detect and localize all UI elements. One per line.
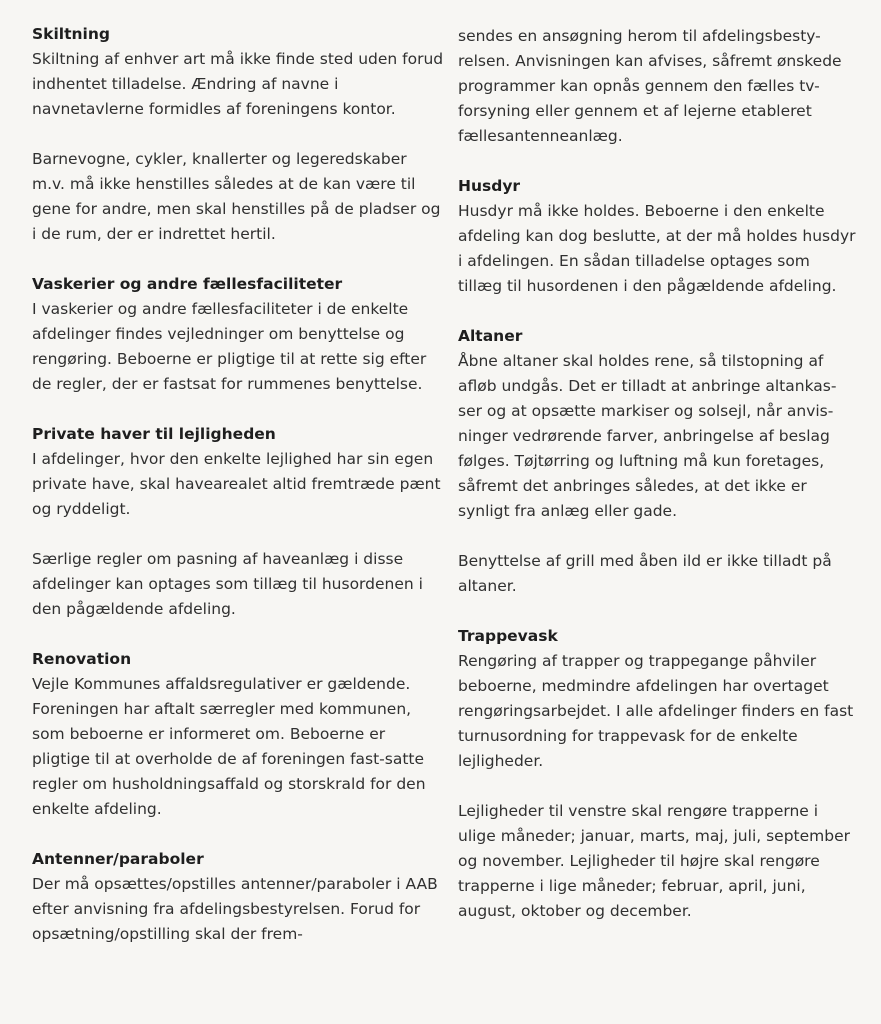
section-paragraph: I afdelinger, hvor den enkelte lejlighed har sin egen private have, skal havearealet altid fremtræde pænt og ryddeligt. <box>32 450 441 518</box>
section-paragraph: Skiltning af enhver art må ikke finde sted uden forud indhentet tilladelse. Ændring af navne i navnetavlerne formidles af foreningens kontor. <box>32 50 444 118</box>
section-paragraph: Lejligheder til venstre skal rengøre trapperne i ulige måneder; januar, marts, maj, juli, september og november. Lejligheder til højre skal rengøre trapperne i lige måneder; februar, april, juni, august, oktober og december. <box>458 802 851 920</box>
section-altaner <box>458 324 858 599</box>
section-renovation <box>32 647 444 822</box>
section-skiltning <box>32 22 444 247</box>
section-trappevask <box>458 624 858 924</box>
section-paragraph: Husdyr må ikke holdes. Beboerne i den enkelte afdeling kan dog beslutte, at der må holdes husdyr i afdelingen. En sådan tilladelse optages som tillæg til husordenen i den pågældende afdeling. <box>458 202 856 295</box>
section-heading: Renovation <box>32 650 132 668</box>
section-paragraph: Der må opsættes/opstilles antenner/paraboler i AAB efter anvisning fra afdelingsbestyrelsen. Forud for opsætning/opstilling skal der frem- <box>32 875 438 943</box>
section-paragraph: Benyttelse af grill med åben ild er ikke tilladt på altaner. <box>458 552 832 595</box>
section-heading: Husdyr <box>458 177 521 195</box>
section-heading: Private haver til lejligheden <box>32 425 276 443</box>
section-heading: Vaskerier og andre fællesfaciliteter <box>32 275 343 293</box>
section-heading: Altaner <box>458 327 523 345</box>
section-paragraph: sendes en ansøgning herom til afdelingsbesty-relsen. Anvisningen kan afvises, såfremt ønskede programmer kan opnås gennem den fælles tv-forsyning eller gennem et af lejerne etableret fællesantenneanlæg. <box>458 27 842 145</box>
section-heading: Skiltning <box>32 25 110 43</box>
section-heading: Trappevask <box>458 627 558 645</box>
section-paragraph: Åbne altaner skal holdes rene, så tilstopning af afløb undgås. Det er tilladt at anbringe altankas-ser og at opsætte markiser og solsejl, når anvis-ninger vedrørende farver, anbringelse af beslag følges. Tøjtørring og luftning må kun foretages, såfremt det anbringes således, at det ikke er synligt fra anlæg eller gade. <box>458 352 837 520</box>
section-heading: Antenner/paraboler <box>32 850 204 868</box>
section-paragraph: Vejle Kommunes affaldsregulativer er gældende. Foreningen har aftalt særregler med kommunen, som beboerne er informeret om. Beboerne er pligtige til at overholde de af foreningen fast-satte regler om husholdningsaffald og storskrald for den enkelte afdeling. <box>32 675 426 818</box>
section-private-haver <box>32 422 444 622</box>
section-vaskerier <box>32 272 444 397</box>
left-column <box>32 22 444 947</box>
section-antenner-continued <box>458 24 858 149</box>
right-column <box>458 24 858 924</box>
section-paragraph: Rengøring af trapper og trappegange påhviler beboerne, medmindre afdelingen har overtaget rengøringsarbejdet. I alle afdelinger finders en fast turnusordning for trappevask for de enkelte lejligheder. <box>458 652 854 770</box>
section-paragraph: Særlige regler om pasning af haveanlæg i disse afdelinger kan optages som tillæg til husordenen i den pågældende afdeling. <box>32 550 423 618</box>
section-antenner <box>32 847 444 947</box>
section-paragraph: Barnevogne, cykler, knallerter og legeredskaber m.v. må ikke henstilles således at de kan være til gene for andre, men skal henstilles på de pladser og i de rum, der er indrettet hertil. <box>32 150 441 243</box>
section-paragraph: I vaskerier og andre fællesfaciliteter i de enkelte afdelinger findes vejledninger om benyttelse og rengøring. Beboerne er pligtige til at rette sig efter de regler, der er fastsat for rummenes benyttelse. <box>32 300 427 393</box>
section-husdyr <box>458 174 858 299</box>
